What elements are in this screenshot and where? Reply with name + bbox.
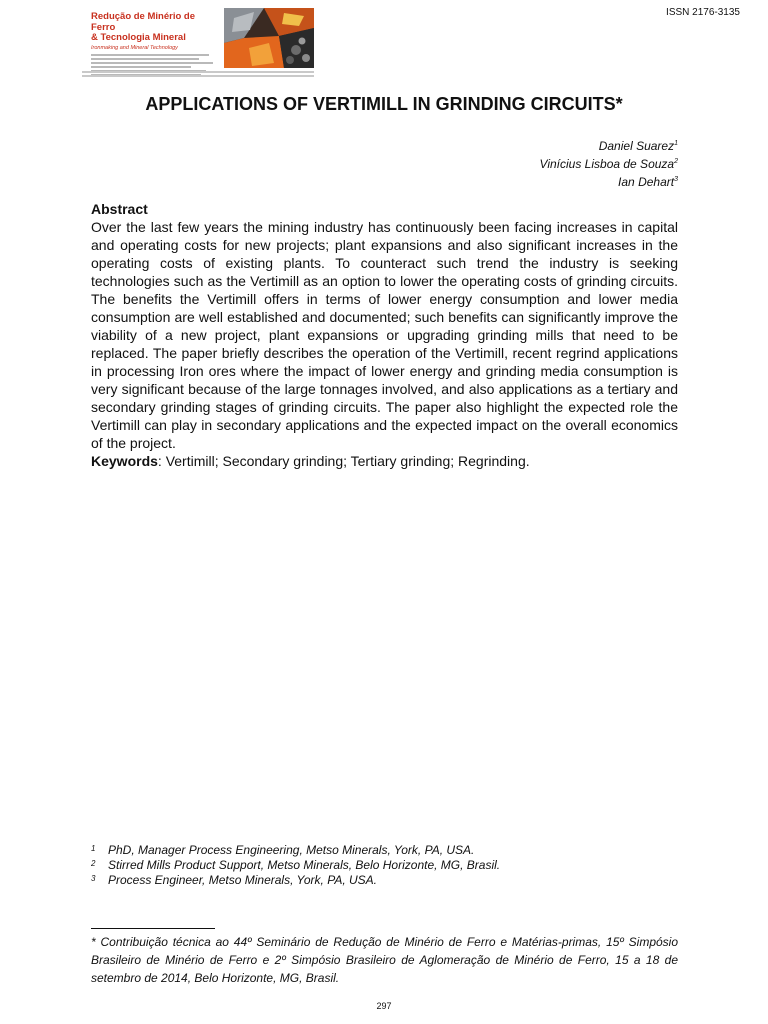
footnote bbox=[91, 843, 691, 858]
author-1 bbox=[540, 136, 678, 154]
issn-label: ISSN 2176-3135 bbox=[666, 7, 740, 18]
abstract-heading: Abstract bbox=[91, 201, 148, 217]
author-name: Vinícius Lisboa de Souza bbox=[539, 157, 675, 171]
author-3 bbox=[540, 172, 678, 190]
banner-footer-lines bbox=[82, 68, 314, 79]
banner-title-line2: & Tecnologia Mineral bbox=[91, 32, 186, 43]
banner-title-line1: Redução de Minério de Ferro bbox=[91, 11, 195, 33]
paper-title: APPLICATIONS OF VERTIMILL IN GRINDING CIRCUITS* bbox=[145, 94, 623, 114]
abstract-section bbox=[91, 200, 678, 470]
keywords-label: Keywords bbox=[91, 453, 158, 469]
author-affiliation-mark: 1 bbox=[674, 140, 678, 147]
author-name: Ian Dehart bbox=[618, 175, 675, 189]
footnote-divider bbox=[91, 928, 215, 929]
footnote-text: Process Engineer, Metso Minerals, York, PA, USA. bbox=[108, 873, 378, 887]
footnote-text: Stirred Mills Product Support, Metso Minerals, Belo Horizonte, MG, Brasil. bbox=[108, 858, 501, 872]
page-number: 297 bbox=[376, 1001, 392, 1011]
author-list bbox=[540, 136, 678, 190]
footnote-mark: 3 bbox=[91, 874, 96, 883]
keywords-list: : Vertimill; Secondary grinding; Tertiary grinding; Regrinding. bbox=[157, 453, 530, 469]
author-name: Daniel Suarez bbox=[598, 139, 675, 153]
conference-banner bbox=[82, 8, 314, 78]
footnote-mark: 2 bbox=[91, 859, 96, 868]
footnote-text: PhD, Manager Process Engineering, Metso Minerals, York, PA, USA. bbox=[108, 843, 475, 857]
keywords-line bbox=[91, 452, 678, 470]
banner-photo-collage-icon bbox=[224, 8, 314, 68]
contribution-note: * Contribuição técnica ao 44º Seminário de Redução de Minério de Ferro e Matérias-primas, 15º Simpósio Brasileiro de Minério de Ferro e 2º Simpósio Brasileiro de Aglomeração de Minério de Ferro, 15 a 18 de setembro de 2014, Belo Horizonte, MG, Brasil. bbox=[91, 935, 678, 985]
affiliation-footnotes bbox=[91, 843, 691, 888]
author-affiliation-mark: 3 bbox=[674, 176, 678, 183]
footnote bbox=[91, 873, 691, 888]
abstract-body: Over the last few years the mining industry has continuously been facing increases in capital and operating costs for new projects; plant expansions and also significant increases in the operating costs of existing plants. To counteract such trend the industry is seeking technologies such as the Vertimill as an option to lower the operating costs of grinding circuits. The benefits the Vertimill offers in terms of lower energy consumption and lower media consumption are well established and documented; such benefits can significantly improve the viability of a new project, plant expansions or upgrading grinding mills that need to be replaced. The paper briefly describes the operation of the Vertimill, recent regrind applications in processing Iron ores where the impact of lower energy and grinding media consumption is very significant because of the large tonnages involved, and also applications as a tertiary and secondary grinding stages of grinding circuits. The paper also highlight the expected role the Vertimill can play in secondary applications and the expected impact on the overall economics of the project. bbox=[91, 219, 678, 451]
footnote bbox=[91, 858, 691, 873]
author-affiliation-mark: 2 bbox=[674, 158, 678, 165]
footnote-mark: 1 bbox=[91, 844, 96, 853]
banner-subtitle: Ironmaking and Mineral Technology bbox=[91, 44, 178, 51]
author-2 bbox=[540, 154, 678, 172]
